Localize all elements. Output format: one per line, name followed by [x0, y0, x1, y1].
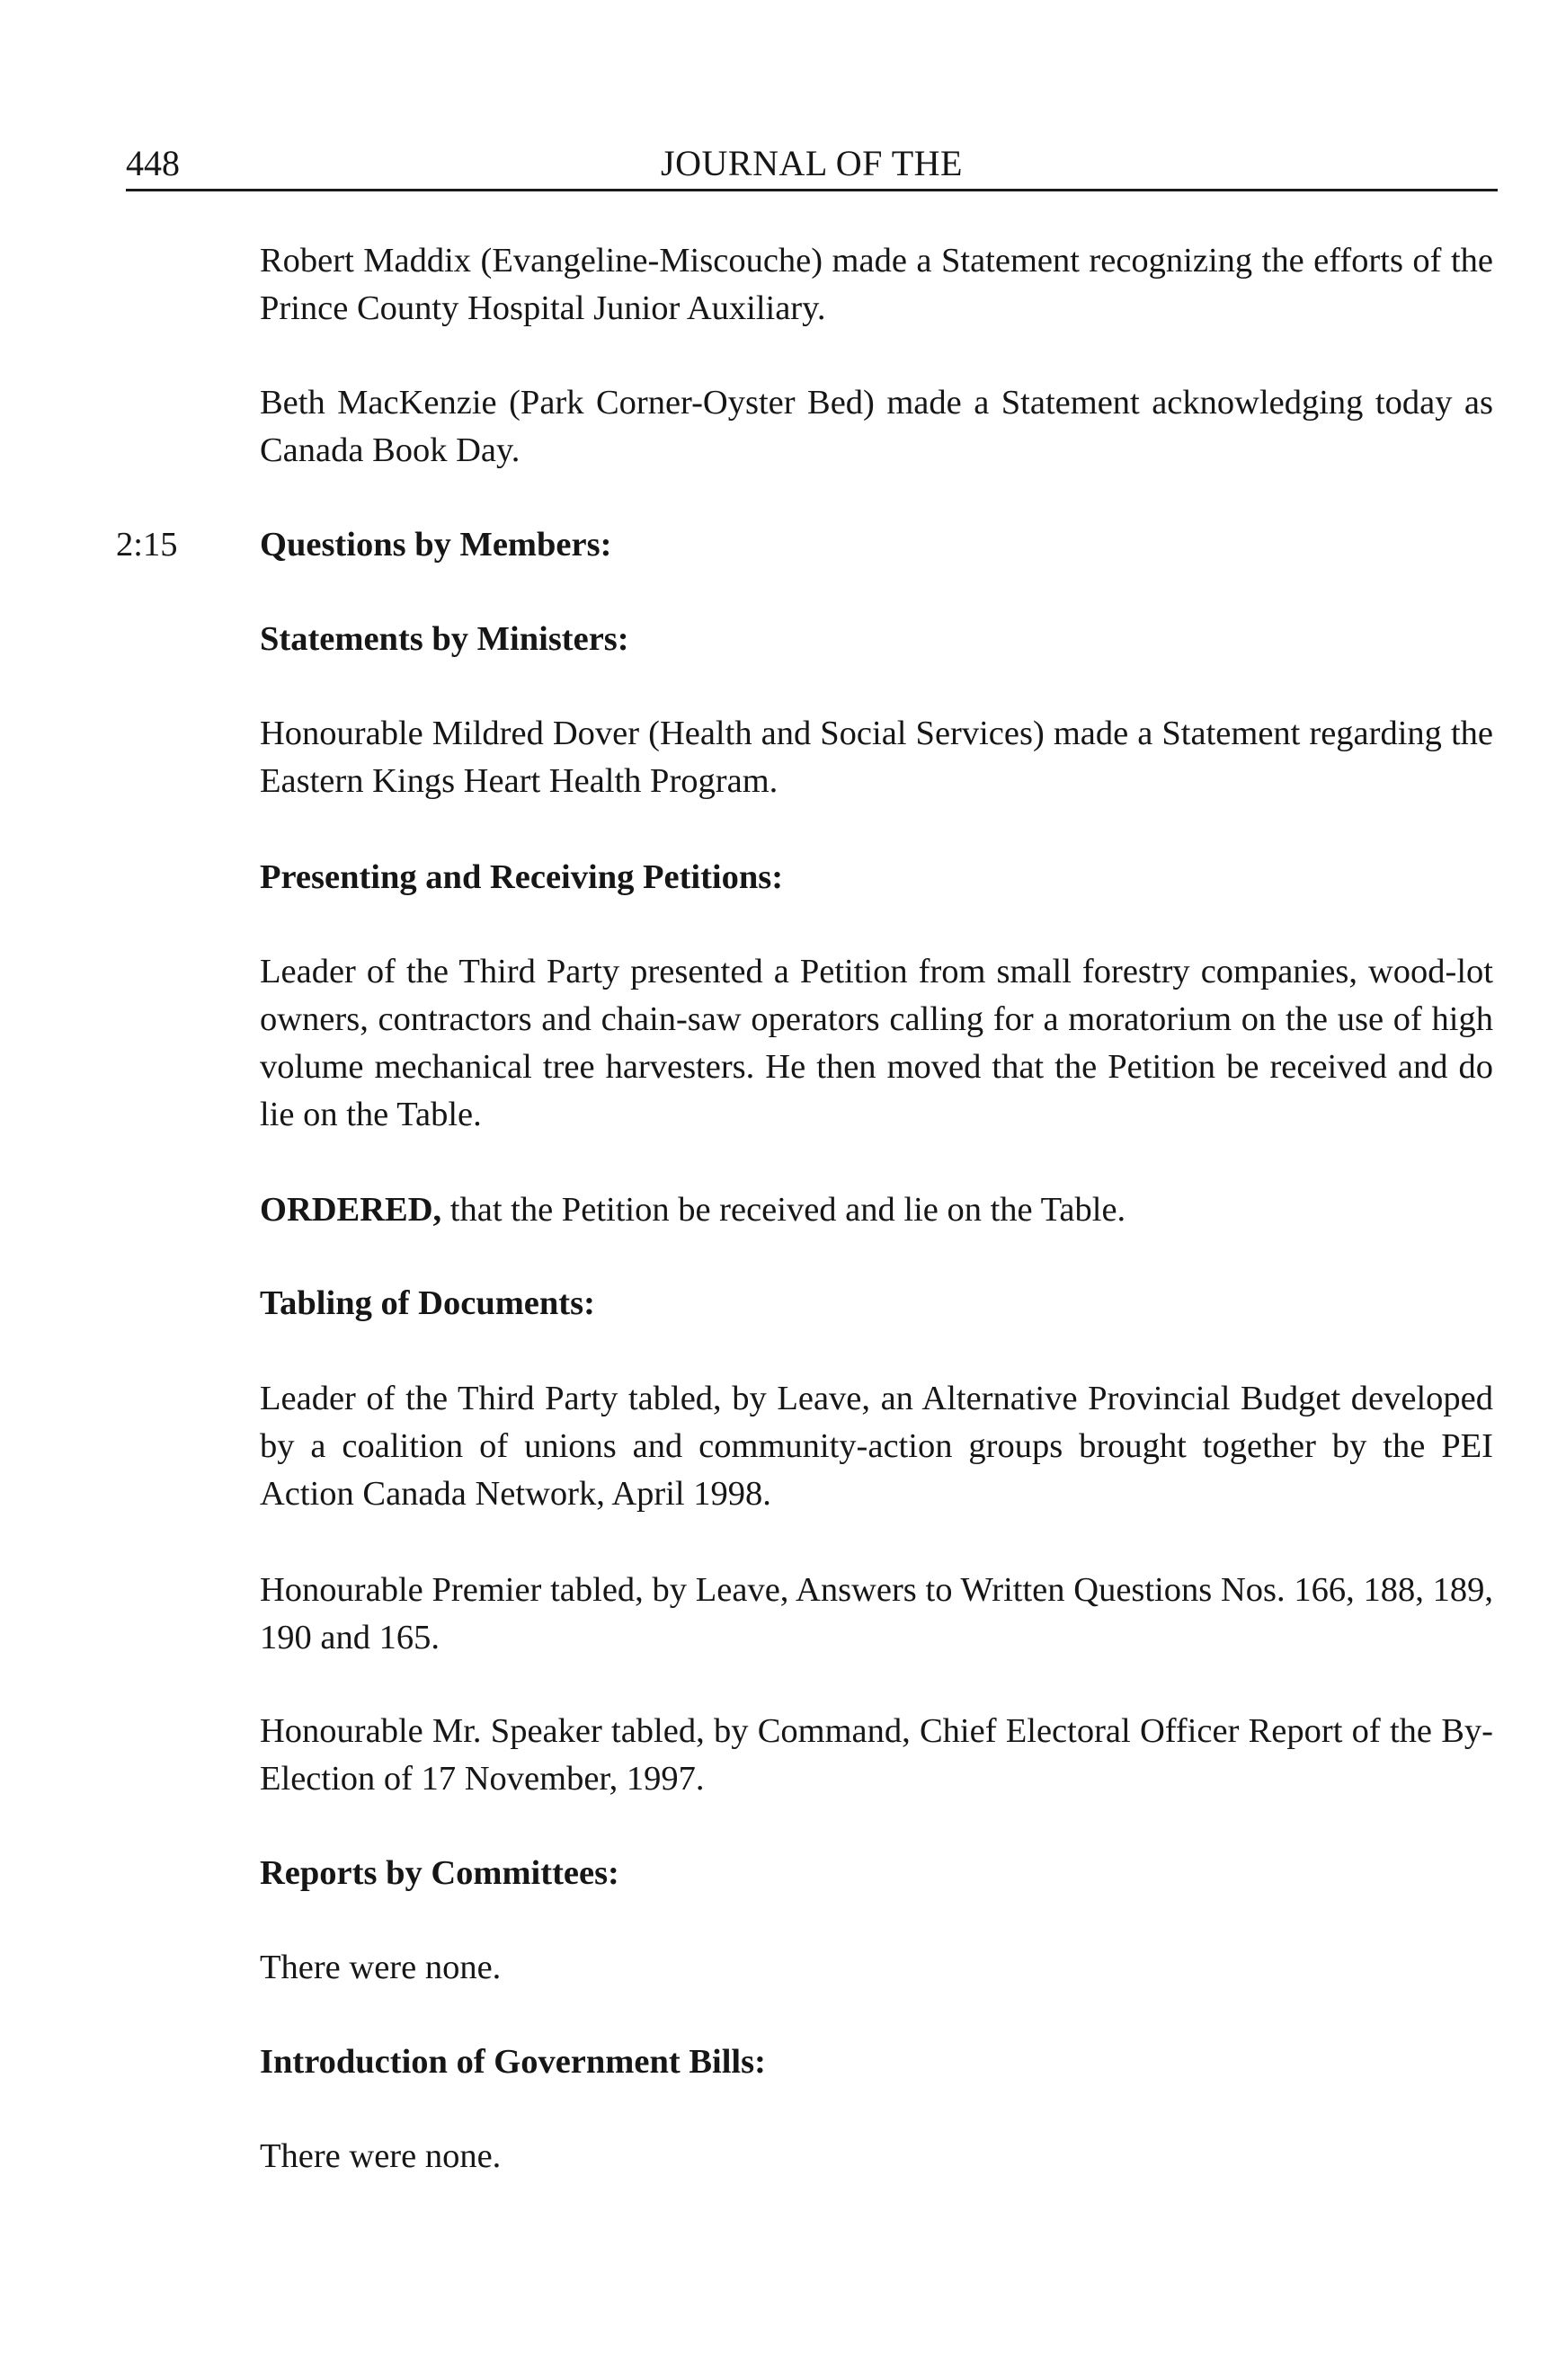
heading-reports-by-committees: Reports by Committees:	[260, 1854, 619, 1892]
heading-government-bills: Introduction of Government Bills:	[260, 2043, 766, 2081]
paragraph-premier-answers: Honourable Premier tabled, by Leave, Answers to Written Questions Nos. 166, 188, 189, 190 and 165.	[260, 1571, 1493, 1656]
running-title: JOURNAL OF THE	[661, 143, 963, 183]
heading-presenting-petitions: Presenting and Receiving Petitions:	[260, 858, 784, 896]
heading-tabling-documents: Tabling of Documents:	[260, 1284, 595, 1322]
paragraph-mackenzie-statement: Beth MacKenzie (Park Corner-Oyster Bed) made a Statement acknowledging today as Canada Book Day.	[260, 384, 1493, 469]
heading-statements-by-ministers: Statements by Ministers:	[260, 620, 629, 658]
paragraph-dover-statement: Honourable Mildred Dover (Health and Social Services) made a Statement regarding the Eastern Kings Heart Health Program.	[260, 715, 1493, 800]
header-rule	[126, 189, 1498, 191]
paragraph-petition: Leader of the Third Party presented a Petition from small forestry companies, wood-lot owners, contractors and chain-saw operators calling for a moratorium on the use of high volume mechanical tree harvesters. He then moved that the Petition be received and do lie on the Table.	[260, 953, 1493, 1133]
page-number: 448	[126, 143, 180, 183]
paragraph-bills-none: There were none.	[260, 2137, 502, 2175]
paragraph-alternative-budget: Leader of the Third Party tabled, by Leave, an Alternative Provincial Budget developed by a coalition of unions and community-action groups brought together by the PEI Action Canada Network, April 1998.	[260, 1380, 1493, 1513]
time-marker: 2:15	[116, 526, 178, 564]
ordered-text: that the Petition be received and lie on the Table.	[441, 1191, 1126, 1229]
paragraph-maddix-statement: Robert Maddix (Evangeline-Miscouche) made a Statement recognizing the efforts of the Prince County Hospital Junior Auxiliary.	[260, 242, 1493, 327]
heading-questions-by-members: Questions by Members:	[260, 526, 612, 564]
ordered-label: ORDERED,	[260, 1191, 442, 1229]
paragraph-speaker-report: Honourable Mr. Speaker tabled, by Command, Chief Electoral Officer Report of the By-Election of 17 November, 1997.	[260, 1712, 1493, 1798]
paragraph-reports-none: There were none.	[260, 1949, 502, 1986]
page-header	[126, 137, 1498, 191]
paragraph-ordered	[260, 1186, 1493, 1234]
